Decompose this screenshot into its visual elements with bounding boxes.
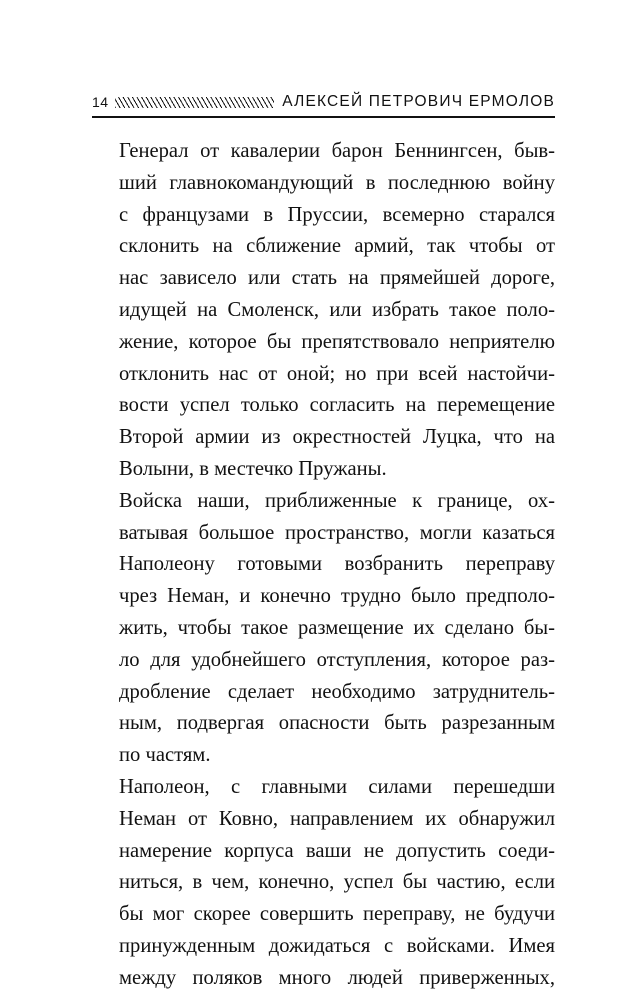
- paragraph-3: [92, 772, 555, 995]
- text-line: ным, подвергая опасности быть разрезанным: [119, 712, 555, 735]
- running-header: [92, 89, 555, 115]
- text-line: бы мог скорее совершить переправу, не будучи: [119, 903, 555, 926]
- text-line: Генерал от кавалерии барон Беннингсен, быв-: [119, 140, 555, 162]
- text-line: ниться, в чем, конечно, успел бы частию, если: [119, 871, 555, 894]
- text-line: нас зависело или стать на прямейшей дороге,: [119, 267, 555, 290]
- text-line: принужденным дожидаться с войсками. Имея: [119, 934, 555, 957]
- text-line: дробление сделает необходимо затруднитель-: [119, 680, 555, 703]
- text-line: Второй армии из окрестностей Луцка, что на: [119, 426, 555, 449]
- paragraph-1: [92, 136, 555, 486]
- text-line: склонить на сближение армий, так чтобы от: [119, 235, 555, 258]
- text-line: между поляков много людей приверженных,: [119, 966, 555, 989]
- page-number: 14: [92, 94, 109, 110]
- text-line: ватывая большое пространство, могли казаться: [119, 521, 555, 544]
- text-line: по частям.: [119, 744, 211, 767]
- text-line: с французами в Пруссии, всемерно старался: [119, 203, 555, 226]
- text-line: ший главнокомандующий в последнюю войну: [119, 171, 555, 194]
- text-line: Неман от Ковно, направлением их обнаружил: [119, 807, 555, 830]
- text-line: намерение корпуса ваши не допустить соеди-: [119, 839, 555, 862]
- paragraph-2: [92, 486, 555, 772]
- text-line: ло для удобнейшего отступления, которое раз-: [119, 648, 555, 671]
- page-body: [92, 136, 555, 995]
- text-line: вости успел только согласить на перемещение: [119, 394, 555, 417]
- text-line: Наполеон, с главными силами перешедши: [119, 775, 555, 798]
- text-line: идущей на Смоленск, или избрать такое поло-: [119, 298, 555, 321]
- text-line: Наполеону готовыми возбранить переправу: [119, 553, 555, 576]
- text-line: жить, чтобы такое размещение их сделано бы-: [119, 616, 555, 639]
- text-line: отклонить нас от оной; но при всей настойчи-: [119, 362, 555, 385]
- text-line: Волыни, в местечко Пружаны.: [119, 457, 387, 480]
- header-rule: [92, 116, 555, 118]
- running-title: АЛЕКСЕЙ ПЕТРОВИЧ ЕРМОЛОВ: [282, 93, 555, 111]
- text-line: Войска наши, приближенные к границе, ох-: [119, 489, 555, 512]
- header-hatch-ornament: [115, 97, 275, 108]
- text-line: жение, которое бы препятствовало неприятелю: [119, 330, 555, 353]
- text-line: чрез Неман, и конечно трудно было предполо-: [119, 585, 555, 608]
